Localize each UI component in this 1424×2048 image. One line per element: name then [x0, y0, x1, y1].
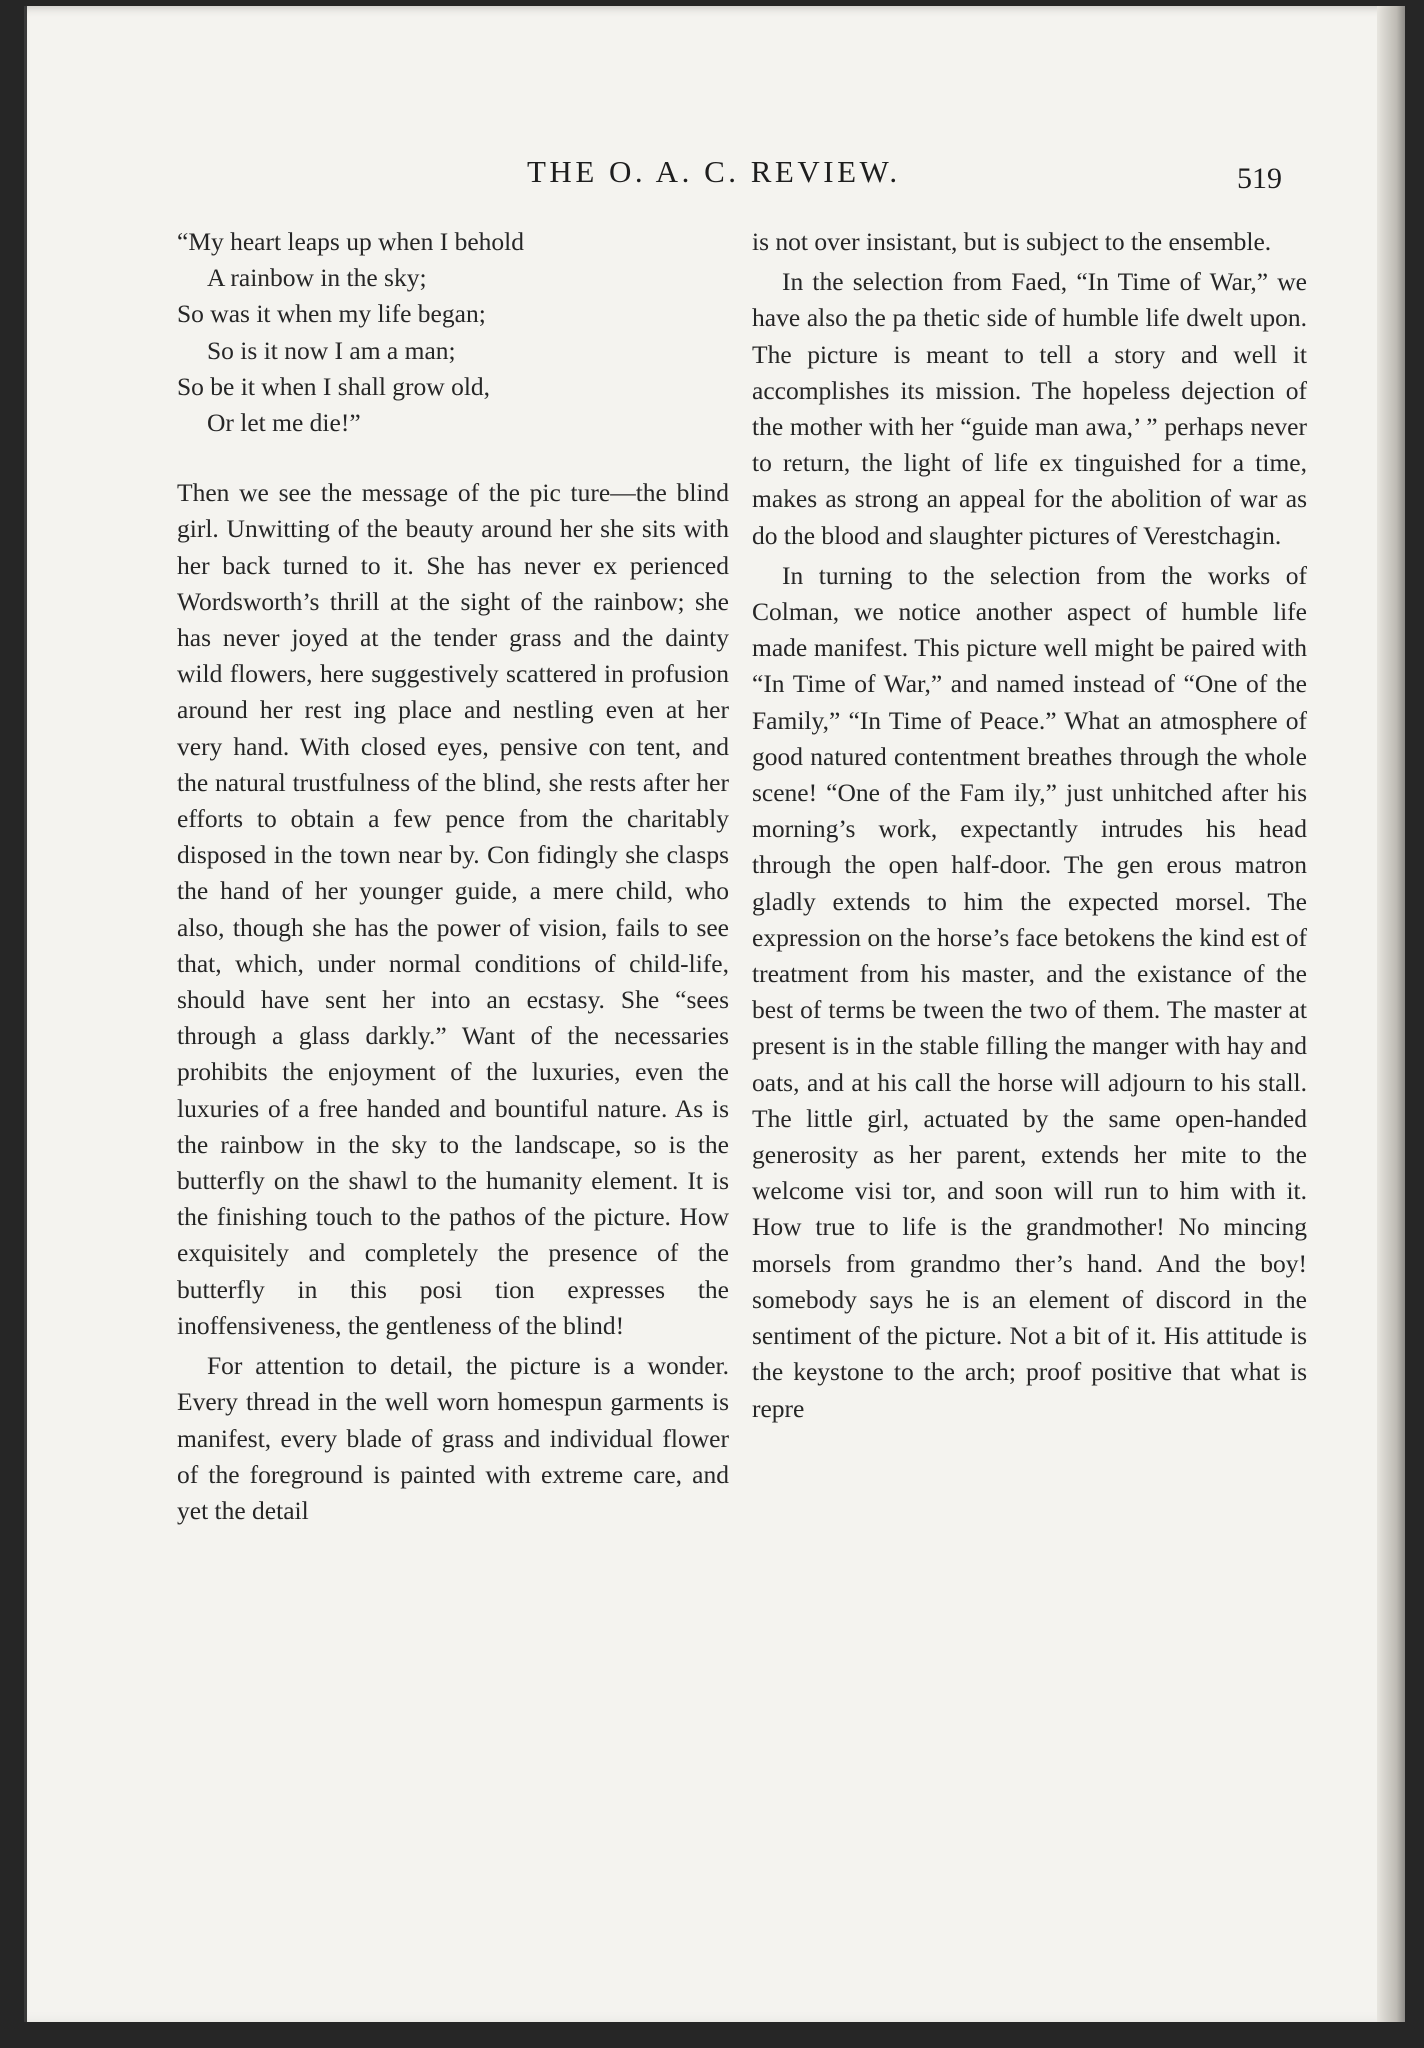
paragraph-time-of-war: In the selection from Faed, “In Time of War,” we have also the pa thetic side of humble life dwelt upon. The picture is meant to tell a story and well it accomplishes its mission. The hopeless dejection of the mother with her “guide man awa,’ ” perhaps never to return, the light of life ex tinguished for a time, makes as strong an appeal for the abolition of war as do the blood and slaughter pictures of Verestchagin.	[752, 267, 1307, 550]
book-page	[24, 6, 1405, 2022]
journal-title: THE O. A. C. REVIEW.	[527, 154, 901, 189]
poem-line: So is it now I am a man;	[207, 335, 456, 365]
paragraph-colman: In turning to the selection from the works of Colman, we notice another aspect of humble life made manifest. This picture well might be paired with “In Time of War,” and named instead of “One of the Family,” “In Time of Peace.” What an atmosphere of good natured contentment breathes through the whole scene! “One of the Fam ily,” just unhitched after his morning’s work, expectantly intrudes his head through the open half-door. The gen erous matron gladly extends to him the expected morsel. The expression on the horse’s face betokens the kind est of treatment from his master, and the existance of the best of terms be tween the two of them. The master at present is in the stable filling the manger with hay and oats, and at his call the horse will adjourn to his stall. The little girl, actuated by the same open-handed generosity as her parent, extends her mite to the welcome visi tor, and soon will run to him with it. How true to life is the grandmother! No mincing morsels from grandmo ther’s hand. And the boy! somebody says he is an element of discord in the sentiment of the picture. Not a bit of it. His attitude is the keystone to the arch; proof positive that what is repre	[752, 560, 1307, 1423]
poem-line: So be it when I shall grow old,	[177, 371, 491, 401]
poem-line: A rainbow in the sky;	[207, 263, 427, 293]
poem-quotation	[177, 224, 729, 441]
paragraph-continuation: is not over insistant, but is subject to the ensemble.	[752, 227, 1272, 256]
poem-line: “My heart leaps up when I behold	[177, 227, 524, 256]
poem-line: Or let me die!”	[207, 408, 361, 438]
paragraph-attention-to-detail: For attention to detail, the picture is a wonder. Every thread in the well worn homespun garments is manifest, every blade of grass and individual flower of the foreground is painted with extreme care, and yet the detail	[177, 1351, 729, 1525]
running-header	[27, 154, 1405, 204]
page-edge-shadow	[1377, 6, 1405, 2022]
page-number: 519	[1237, 162, 1282, 195]
poem-line: So was it when my life began;	[177, 299, 486, 329]
left-column	[177, 224, 729, 1529]
paragraph-blind-girl: Then we see the message of the pic ture—the blind girl. Unwitting of the beauty around her she sits with her back turned to it. She has never ex perienced Wordsworth’s thrill at the sight of the rainbow; she has never joyed at the tender grass and the dainty wild flowers, here suggestively scattered in profusion around her rest ing place and nestling even at her very hand. With closed eyes, pensive con tent, and the natural trustfulness of the blind, she rests after her efforts to obtain a few pence from the charitably disposed in the town near by. Con fidingly she clasps the hand of her younger guide, a mere child, who also, though she has the power of vision, fails to see that, which, under normal conditions of child-life, should have sent her into an ecstasy. She “sees through a glass darkly.” Want of the necessaries prohibits the enjoyment of the luxuries, even the luxuries of a free handed and bountiful nature. As is the rainbow in the sky to the landscape, so is the butterfly on the shawl to the humanity element. It is the finishing touch to the pathos of the picture. How exquisitely and completely the presence of the butterfly in this posi tion expresses the inoffensiveness, the gentleness of the blind!	[177, 478, 729, 1340]
right-column	[752, 224, 1307, 1427]
